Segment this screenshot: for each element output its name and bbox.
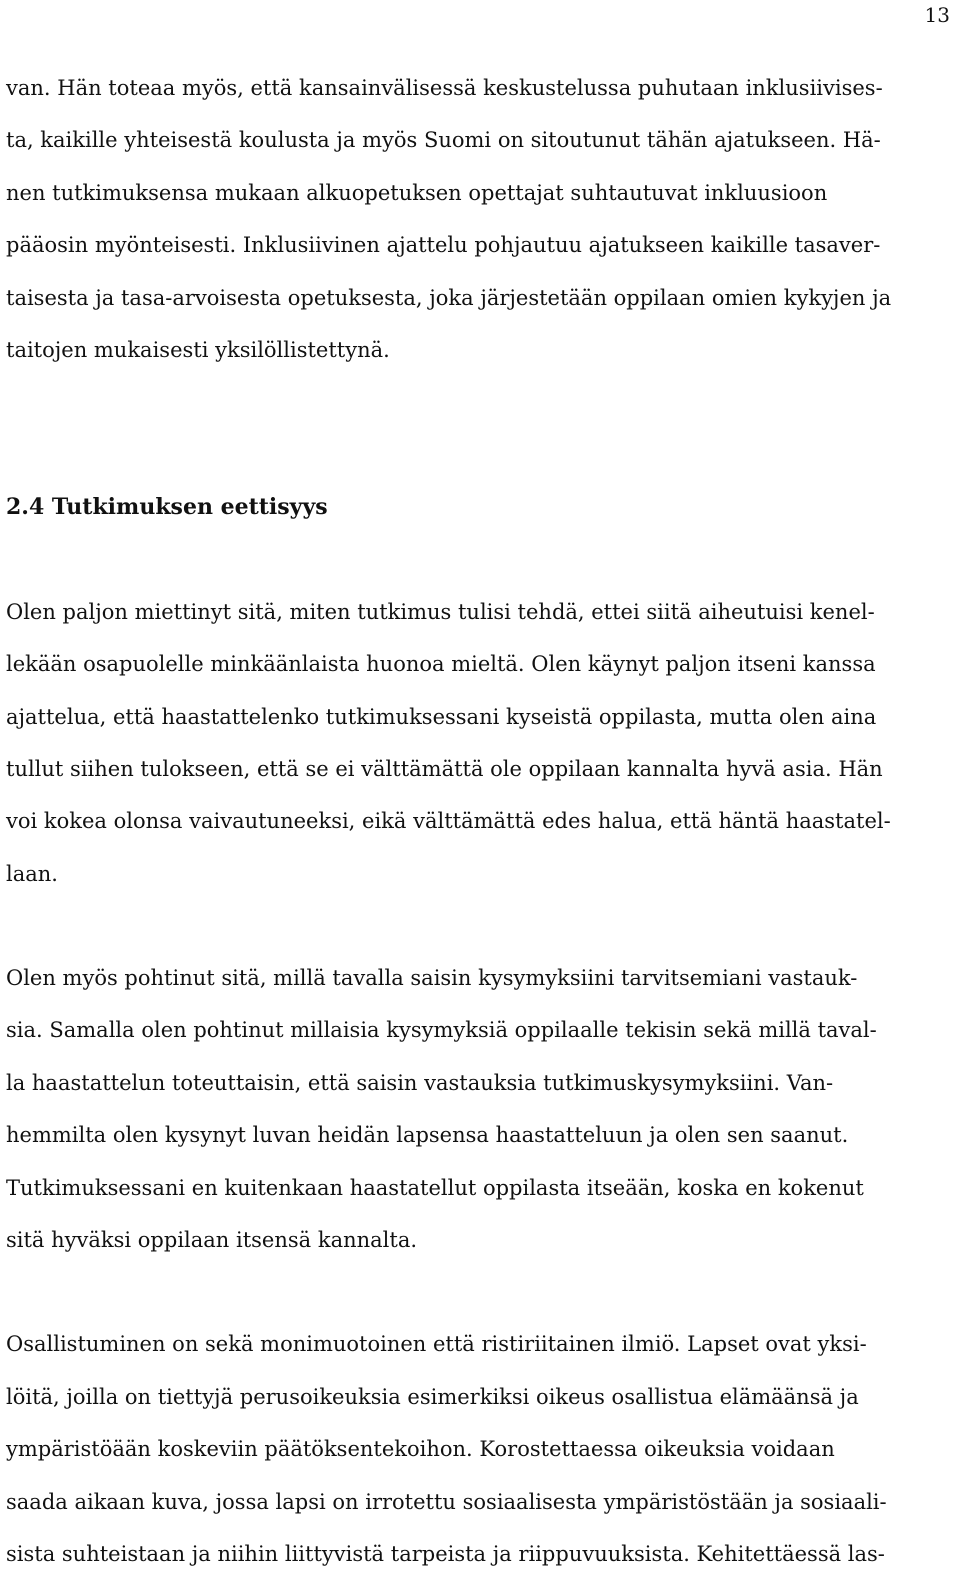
paragraph [6, 952, 940, 1266]
paragraph-gap [6, 534, 940, 586]
paragraph-gap [6, 900, 940, 952]
text-line: löitä, joilla on tiettyjä perusoikeuksia esimerkiksi oikeus osallistua elämäänsä ja [6, 1384, 859, 1409]
text-line: Tutkimuksessani en kuitenkaan haastatellut oppilasta itseään, koska en kokenut [6, 1175, 864, 1200]
text-line: Olen paljon miettinyt sitä, miten tutkimus tulisi tehdä, ettei siitä aiheutuisi kenel- [6, 599, 875, 624]
text-line: laan. [6, 861, 58, 886]
paragraph [6, 586, 940, 900]
intro-paragraph [6, 62, 940, 376]
text-line: ta, kaikille yhteisestä koulusta ja myös Suomi on sitoutunut tähän ajatukseen. Hä- [6, 128, 881, 153]
text-line: saada aikaan kuva, jossa lapsi on irrotettu sosiaalisesta ympäristöstään ja sosiaali- [6, 1489, 887, 1514]
text-line: sista suhteistaan ja niihin liittyvistä tarpeista ja riippuvuuksista. Kehitettäessä las- [6, 1541, 885, 1566]
text-line: van. Hän toteaa myös, että kansainvälisessä keskustelussa puhutaan inklusiivises- [6, 76, 883, 100]
section-heading: 2.4 Tutkimuksen eettisyys [6, 494, 328, 521]
paragraph-gap [6, 1266, 940, 1318]
text-line: lekään osapuolelle minkäänlaista huonoa mieltä. Olen käynyt paljon itseni kanssa [6, 652, 876, 677]
text-line: taisesta ja tasa-arvoisesta opetuksesta, joka järjestetään oppilaan omien kykyjen ja [6, 285, 892, 310]
text-line: pääosin myönteisesti. Inklusiivinen ajattelu pohjautuu ajatukseen kaikille tasaver- [6, 233, 881, 258]
text-line: voi kokea olonsa vaivautuneeksi, eikä välttämättä edes halua, että häntä haastatel- [6, 809, 891, 834]
text-line: Osallistuminen on sekä monimuotoinen että ristiriitainen ilmiö. Lapset ovat yksi- [6, 1332, 867, 1357]
paragraph-gap [6, 376, 940, 481]
text-line: nen tutkimuksensa mukaan alkuopetuksen opettajat suhtautuvat inkluusioon [6, 180, 828, 205]
text-line: taitojen mukaisesti yksilöllistettynä. [6, 337, 390, 362]
document-body [6, 62, 940, 1580]
page-number: 13 [924, 3, 950, 27]
text-line: tullut siihen tulokseen, että se ei välttämättä ole oppilaan kannalta hyvä asia. Hän [6, 756, 883, 781]
text-line: ympäristöään koskeviin päätöksentekoihon. Korostettaessa oikeuksia voidaan [6, 1437, 835, 1462]
text-line: ajattelua, että haastattelenko tutkimuksessani kyseistä oppilasta, mutta olen aina [6, 704, 877, 729]
text-line: la haastattelun toteuttaisin, että saisin vastauksia tutkimuskysymyksiini. Van- [6, 1070, 834, 1095]
text-line: Olen myös pohtinut sitä, millä tavalla saisin kysymyksiini tarvitsemiani vastauk- [6, 966, 858, 991]
text-line: sia. Samalla olen pohtinut millaisia kysymyksiä oppilaalle tekisin sekä millä taval- [6, 1018, 877, 1043]
paragraph [6, 1318, 940, 1580]
text-line: sitä hyväksi oppilaan itsensä kannalta. [6, 1228, 418, 1253]
text-line: hemmilta olen kysynyt luvan heidän lapsensa haastatteluun ja olen sen saanut. [6, 1123, 849, 1148]
